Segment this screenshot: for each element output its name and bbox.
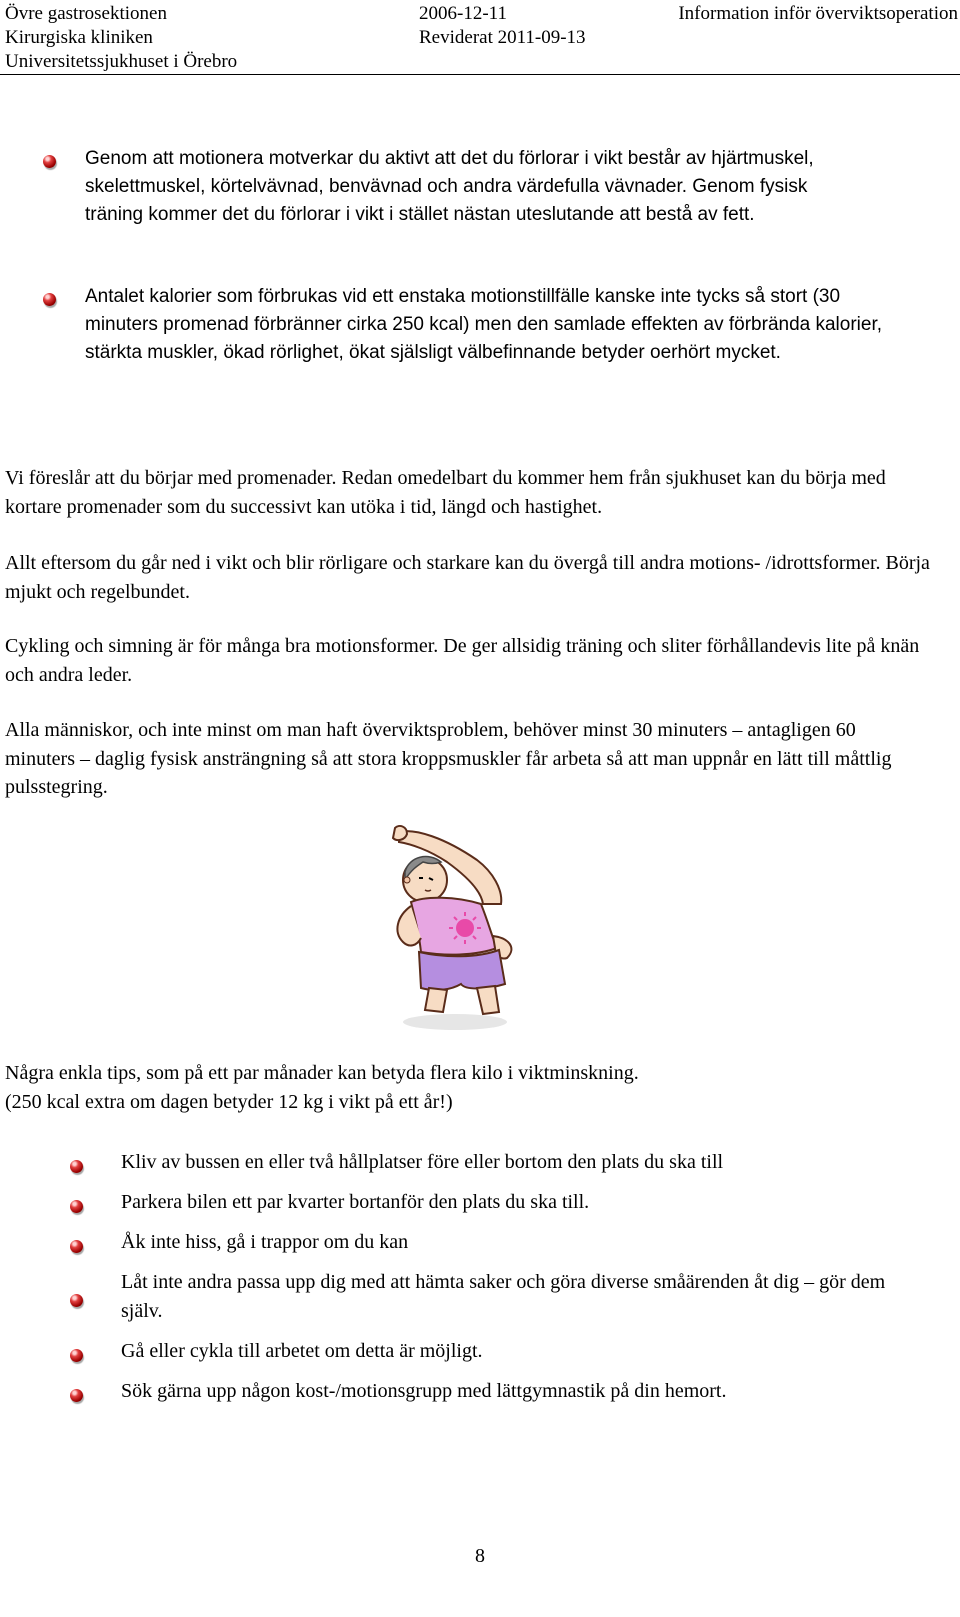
tips-intro-line-1: Några enkla tips, som på ett par månader kan betyda flera kilo i viktminskning.	[5, 1062, 639, 1084]
red-ball-bullet-icon	[70, 1240, 83, 1253]
red-ball-bullet-icon	[70, 1294, 83, 1307]
red-ball-bullet-icon	[70, 1389, 83, 1402]
header-divider	[0, 74, 960, 75]
header-left	[5, 2, 237, 74]
tips-intro	[5, 1059, 930, 1116]
tip-item-5: Gå eller cykla till arbetet om detta är möjligt.	[121, 1340, 483, 1362]
paragraph-daily-activity: Alla människor, och inte minst om man haft överviktsproblem, behöver minst 30 minuters – antagligen 60 minuters – daglig fysisk ansträngning så att stora kroppsmuskler får arbeta så att man uppnår en lätt till måttlig pulsstegring.	[5, 719, 892, 798]
red-ball-bullet-icon	[43, 293, 56, 306]
page-number: 8	[475, 1545, 485, 1567]
tip-item-4: Låt inte andra passa upp dig med att hämta saker och göra diverse småärenden åt dig – gör dem själv.	[121, 1271, 886, 1322]
red-ball-bullet-icon	[43, 155, 56, 168]
red-ball-bullet-icon	[70, 1200, 83, 1213]
header-clinic: Kirurgiska kliniken	[5, 27, 153, 48]
tips-intro-line-2: (250 kcal extra om dagen betyder 12 kg i vikt på ett år!)	[5, 1090, 453, 1113]
red-ball-bullet-icon	[70, 1349, 83, 1362]
paragraph-other-sports: Allt eftersom du går ned i vikt och blir rörligare och starkare kan du övergå till andra motions- /idrottsformer. Börja mjukt och regelbundet.	[5, 552, 930, 603]
header-date: 2006-12-11	[419, 3, 507, 24]
tip-item-2: Parkera bilen ett par kvarter bortanför den plats du ska till.	[121, 1191, 590, 1213]
header-revised: Reviderat 2011-09-13	[419, 27, 586, 48]
header-dates	[419, 2, 586, 50]
paragraph-cycling-swimming: Cykling och simning är för många bra motionsformer. De ger allsidig träning och sliter förhållandevis lite på knän och andra leder.	[5, 635, 920, 686]
tip-item-1: Kliv av bussen en eller två hållplatser före eller bortom den plats du ska till	[121, 1151, 724, 1173]
tip-item-3: Åk inte hiss, gå i trappor om du kan	[121, 1231, 409, 1253]
header-title: Information inför överviktsoperation	[678, 3, 958, 24]
red-ball-bullet-icon	[70, 1160, 83, 1173]
header-department: Övre gastrosektionen	[5, 3, 167, 24]
exercising-person-illustration	[385, 820, 550, 1035]
bullet-paragraph-1: Genom att motionera motverkar du aktivt att det du förlorar i vikt består av hjärtmuskel, skelettmuskel, körtelvävnad, benvävnad och andra värdefulla vävnader. Genom fysisk träning kommer det du förlorar i vikt i stället nästan uteslutande att bestå av fett.	[85, 148, 814, 225]
tip-item-6: Sök gärna upp någon kost-/motionsgrupp med lättgymnastik på din hemort.	[121, 1380, 727, 1402]
bullet-paragraph-2: Antalet kalorier som förbrukas vid ett enstaka motionstillfälle kanske inte tycks så stort (30 minuters promenad förbränner cirka 250 kcal) men den samlade effekten av förbrända kalorier, stärkta muskler, ökad rörlighet, ökat själsligt välbefinnande betyder oerhört mycket.	[85, 286, 883, 363]
paragraph-walking: Vi föreslår att du börjar med promenader. Redan omedelbart du kommer hem från sjukhuset kan du börja med kortare promenader som du successivt kan utöka i tid, längd och hastighet.	[5, 467, 886, 518]
header-hospital: Universitetssjukhuset i Örebro	[5, 51, 238, 72]
